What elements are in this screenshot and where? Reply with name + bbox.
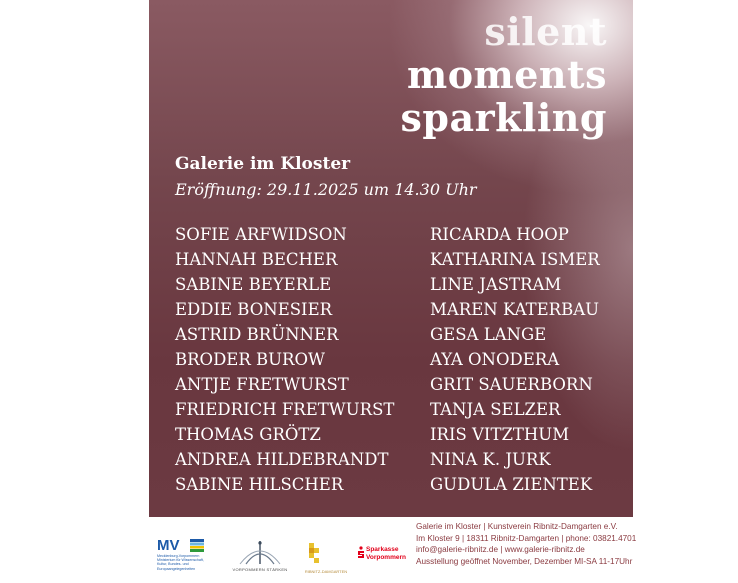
mv-ministry-logo (157, 537, 219, 579)
exhibition-poster (149, 0, 633, 517)
vorpommern-emblem-icon (232, 538, 288, 568)
footer-line: Ausstellung geöffnet November, Dezember MI-SA 11-17Uhr (416, 556, 633, 566)
artist-name: RICARDA HOOP (430, 225, 569, 244)
artist-name: GESA LANGE (430, 325, 547, 344)
artist-name: EDDIE BONESIER (175, 300, 333, 319)
artist-name: BRODER BUROW (175, 350, 325, 369)
title-line-1: silent (484, 9, 607, 54)
artist-name: ASTRID BRÜNNER (175, 325, 339, 344)
title-line-2: moments (406, 52, 607, 97)
gallery-contact-info (416, 521, 636, 567)
artist-name: KATHARINA ISMER (430, 250, 600, 269)
footer-line: Galerie im Kloster | Kunstverein Ribnitz-Damgarten e.V. (416, 522, 618, 531)
artist-name: ANTJE FRETWURST (175, 375, 349, 394)
artist-name: ANDREA HILDEBRANDT (175, 450, 389, 469)
artist-name: NINA K. JURK (430, 450, 551, 469)
venue-name: Galerie im Kloster (175, 154, 351, 174)
sparkasse-logo-text: Sparkasse Vorpommern (366, 546, 406, 561)
vorpommern-logo-text: VORPOMMERN STÄRKEN (232, 567, 288, 572)
artist-name: THOMAS GRÖTZ (175, 425, 321, 444)
artist-name: LINE JASTRAM (430, 275, 562, 294)
mv-logo-text: MV (157, 537, 180, 554)
artist-name: FRIEDRICH FRETWURST (175, 400, 395, 419)
exhibition-title (400, 10, 607, 139)
artist-name: SOFIE ARFWIDSON (175, 225, 347, 244)
ribnitz-crest-icon (297, 541, 355, 567)
artist-name: HANNAH BECHER (175, 250, 338, 269)
title-line-3: sparkling (400, 95, 607, 140)
artist-name: MAREN KATERBAU (430, 300, 600, 319)
vorpommern-logo (232, 538, 288, 580)
artist-name: SABINE HILSCHER (175, 475, 344, 494)
mv-logo-subtitle: Mecklenburg-Vorpommern Ministerium für Wissenschaft, Kultur, Bundes- und Europaangelegenheiten (157, 554, 204, 571)
ribnitz-logo-text: RIBNITZ-DAMGARTEN (304, 569, 348, 574)
ribnitz-damgarten-logo (297, 541, 355, 579)
mv-flag-icon (190, 539, 204, 552)
footer-line: info@galerie-ribnitz.de | www.galerie-ribnitz.de (416, 545, 585, 554)
artist-name: AYA ONODERA (430, 350, 560, 369)
opening-date: Eröffnung: 29.11.2025 um 14.30 Uhr (175, 180, 477, 199)
footer-line: Im Kloster 9 | 18311 Ribnitz-Damgarten | phone: 03821.4701 (416, 533, 637, 543)
artist-name: IRIS VITZTHUM (430, 425, 570, 444)
artist-list-left (175, 222, 394, 497)
artist-list-right (430, 222, 600, 497)
sparkasse-logo (357, 546, 407, 568)
artist-name: GUDULA ZIENTEK (430, 475, 593, 494)
artist-name: SABINE BEYERLE (175, 275, 332, 294)
artist-name: GRIT SAUERBORN (430, 375, 593, 394)
sparkasse-s-icon (357, 546, 365, 558)
artist-name: TANJA SELZER (430, 400, 561, 419)
